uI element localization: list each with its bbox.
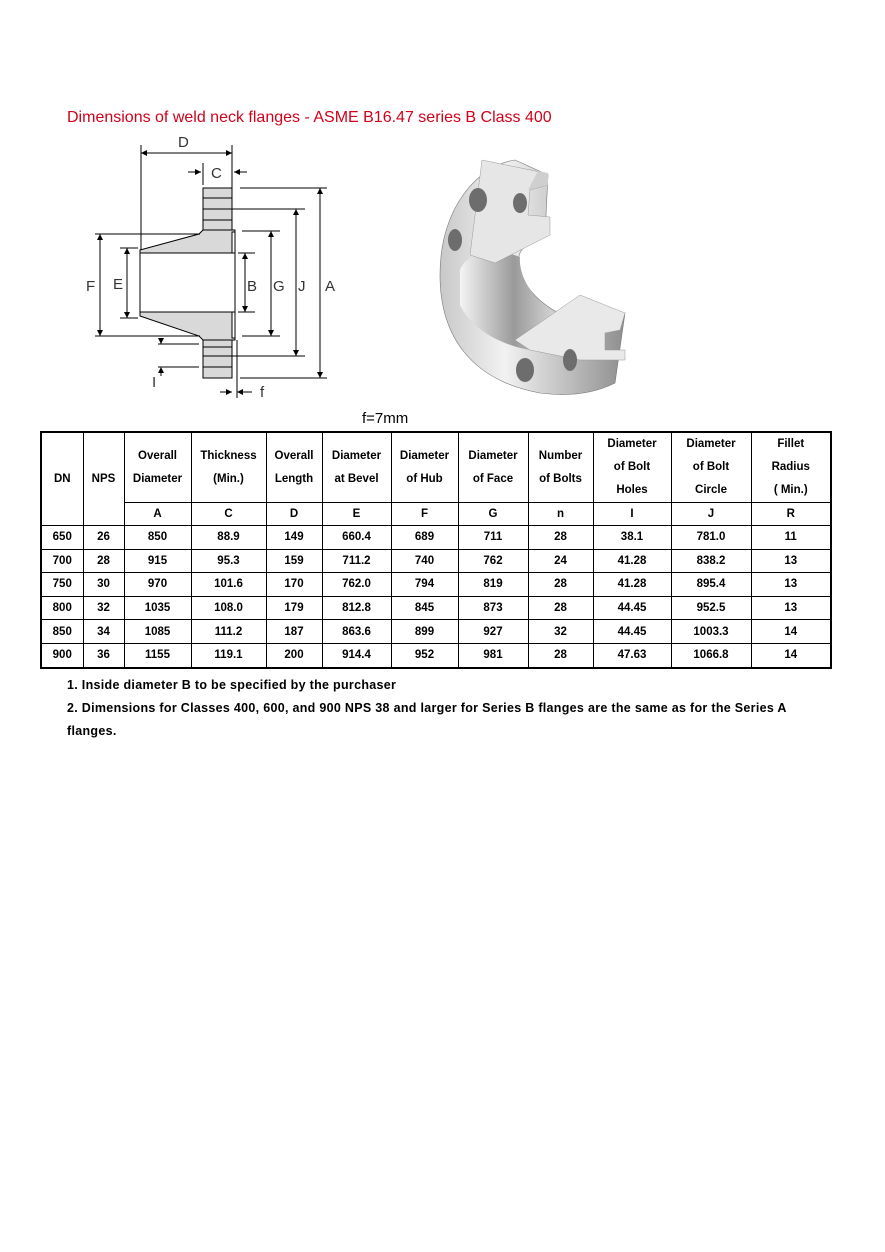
header-line: Diameter (331, 449, 382, 462)
table-cell: 13 (751, 596, 831, 620)
table-cell: 111.2 (191, 620, 266, 644)
table-cell: 740 (391, 549, 458, 573)
column-header-diameter-of-hub (391, 432, 458, 503)
table-cell: 108.0 (191, 596, 266, 620)
table-cell: 1085 (124, 620, 191, 644)
table-cell: 38.1 (593, 526, 671, 550)
table-cell: 873 (458, 596, 528, 620)
page-title: Dimensions of weld neck flanges - ASME B16.47 series B Class 400 (67, 109, 552, 126)
table-row (41, 573, 831, 597)
table-cell: 13 (751, 549, 831, 573)
table-cell: 970 (124, 573, 191, 597)
table-cell: 850 (124, 526, 191, 550)
table-cell: 28 (528, 573, 593, 597)
table-cell: 28 (528, 526, 593, 550)
table-cell: 895.4 (671, 573, 751, 597)
table-cell: 660.4 (322, 526, 391, 550)
table-cell: 95.3 (191, 549, 266, 573)
table-cell: 28 (528, 643, 593, 667)
column-symbol-fillet-radius: R (751, 503, 831, 526)
table-cell: 187 (266, 620, 322, 644)
header-line: Number (538, 449, 583, 462)
table-cell: 1155 (124, 643, 191, 667)
table-cell: 1003.3 (671, 620, 751, 644)
table-cell: 30 (83, 573, 124, 597)
label-D: D (178, 134, 189, 151)
note-2: 2. Dimensions for Classes 400, 600, and 900 NPS 38 and larger for Series B flanges are the same as for the Series A flanges. (67, 701, 787, 738)
table-cell: 863.6 (322, 620, 391, 644)
table-cell: 952 (391, 643, 458, 667)
label-E: E (113, 276, 124, 293)
table-cell: 781.0 (671, 526, 751, 550)
header-line: Fillet (777, 438, 805, 450)
header-line: (Min.) (213, 472, 244, 485)
table-cell: 794 (391, 573, 458, 597)
table-cell: 119.1 (191, 643, 266, 667)
table-cell: 838.2 (671, 549, 751, 573)
header-line: NPS (91, 472, 116, 485)
header-line: of Hub (406, 472, 443, 485)
table-cell: 927 (458, 620, 528, 644)
notes (67, 674, 837, 743)
column-symbol-diameter-of-bolt-circle: J (671, 503, 751, 526)
table-cell: 750 (41, 573, 83, 597)
label-I: I (152, 374, 157, 391)
table-cell: 819 (458, 573, 528, 597)
header-line: DN (53, 472, 71, 485)
table-cell: 981 (458, 643, 528, 667)
column-symbol-thickness: C (191, 503, 266, 526)
table-cell: 44.45 (593, 620, 671, 644)
table-cell: 101.6 (191, 573, 266, 597)
table-cell: 32 (528, 620, 593, 644)
header-line: Length (274, 472, 314, 485)
column-header-fillet-radius (751, 432, 831, 503)
table-cell: 914.4 (322, 643, 391, 667)
table-row (41, 549, 831, 573)
table-cell: 1066.8 (671, 643, 751, 667)
header-line: Diameter (468, 449, 518, 462)
table-row (41, 643, 831, 667)
label-F: F (86, 278, 96, 295)
header-line: Diameter (686, 438, 736, 450)
header-line: Thickness (200, 449, 257, 462)
table-cell: 899 (391, 620, 458, 644)
table-cell: 200 (266, 643, 322, 667)
header-line: Diameter (132, 472, 183, 485)
table-cell: 32 (83, 596, 124, 620)
table-cell: 711 (458, 526, 528, 550)
table-cell: 650 (41, 526, 83, 550)
table-cell: 36 (83, 643, 124, 667)
header-line: ( Min.) (773, 484, 808, 496)
header-line: Diameter (607, 438, 657, 450)
table-cell: 689 (391, 526, 458, 550)
dimensions-table (40, 431, 832, 669)
column-symbol-number-of-bolts: n (528, 503, 593, 526)
label-C: C (211, 165, 222, 182)
column-symbol-diameter-of-face: G (458, 503, 528, 526)
column-header-diameter-of-face (458, 432, 528, 503)
table-cell: 900 (41, 643, 83, 667)
header-line: of Bolts (539, 472, 582, 485)
header-line: of Bolt (692, 461, 730, 473)
column-header-overall-length (266, 432, 322, 503)
column-symbol-diameter-of-hub: F (391, 503, 458, 526)
table-cell: 44.45 (593, 596, 671, 620)
flange-3d-illustration (420, 145, 650, 405)
table-cell: 34 (83, 620, 124, 644)
table-cell: 812.8 (322, 596, 391, 620)
table-row (41, 526, 831, 550)
f-dimension-note: f=7mm (362, 410, 409, 427)
table-cell: 14 (751, 643, 831, 667)
table-cell: 28 (83, 549, 124, 573)
table-cell: 13 (751, 573, 831, 597)
column-symbol-diameter-of-bolt-holes: I (593, 503, 671, 526)
header-line: Circle (695, 484, 727, 496)
table-cell: 762.0 (322, 573, 391, 597)
table-cell: 1035 (124, 596, 191, 620)
table-cell: 179 (266, 596, 322, 620)
table-cell: 28 (528, 596, 593, 620)
table-cell: 88.9 (191, 526, 266, 550)
column-header-number-of-bolts (528, 432, 593, 503)
column-header-overall-diameter (124, 432, 191, 503)
column-header-diameter-at-bevel (322, 432, 391, 503)
column-header-thickness (191, 432, 266, 503)
table-cell: 14 (751, 620, 831, 644)
table-cell: 700 (41, 549, 83, 573)
table-row (41, 620, 831, 644)
table-cell: 159 (266, 549, 322, 573)
table-cell: 47.63 (593, 643, 671, 667)
header-line: Overall (138, 449, 177, 462)
header-line: Diameter (399, 449, 450, 462)
header-line: of Bolt (613, 461, 651, 473)
table-cell: 800 (41, 596, 83, 620)
label-G: G (273, 278, 285, 295)
table-cell: 952.5 (671, 596, 751, 620)
table-cell: 915 (124, 549, 191, 573)
table-cell: 762 (458, 549, 528, 573)
label-A: A (325, 278, 336, 295)
header-line: Holes (616, 484, 648, 496)
column-header-dn (41, 432, 83, 526)
table-cell: 149 (266, 526, 322, 550)
table-cell: 845 (391, 596, 458, 620)
column-header-nps (83, 432, 124, 526)
flange-cross-section-diagram (80, 130, 350, 410)
label-B: B (247, 278, 258, 295)
label-f: f (260, 384, 265, 401)
column-symbol-overall-length: D (266, 503, 322, 526)
table-cell: 850 (41, 620, 83, 644)
table-cell: 711.2 (322, 549, 391, 573)
header-line: Radius (771, 461, 810, 473)
symbol-row (41, 503, 831, 526)
header-line: of Face (472, 472, 514, 485)
table-cell: 11 (751, 526, 831, 550)
label-J: J (298, 278, 306, 295)
header-line: at Bevel (334, 472, 379, 485)
table-cell: 41.28 (593, 573, 671, 597)
header-line: Overall (274, 449, 314, 462)
column-header-diameter-of-bolt-holes (593, 432, 671, 503)
note-1: 1. Inside diameter B to be specified by the purchaser (67, 678, 397, 692)
header-row (41, 432, 831, 503)
table-row (41, 596, 831, 620)
column-symbol-overall-diameter: A (124, 503, 191, 526)
column-symbol-diameter-at-bevel: E (322, 503, 391, 526)
table-cell: 170 (266, 573, 322, 597)
column-header-diameter-of-bolt-circle (671, 432, 751, 503)
table-cell: 41.28 (593, 549, 671, 573)
table-cell: 26 (83, 526, 124, 550)
table-cell: 24 (528, 549, 593, 573)
